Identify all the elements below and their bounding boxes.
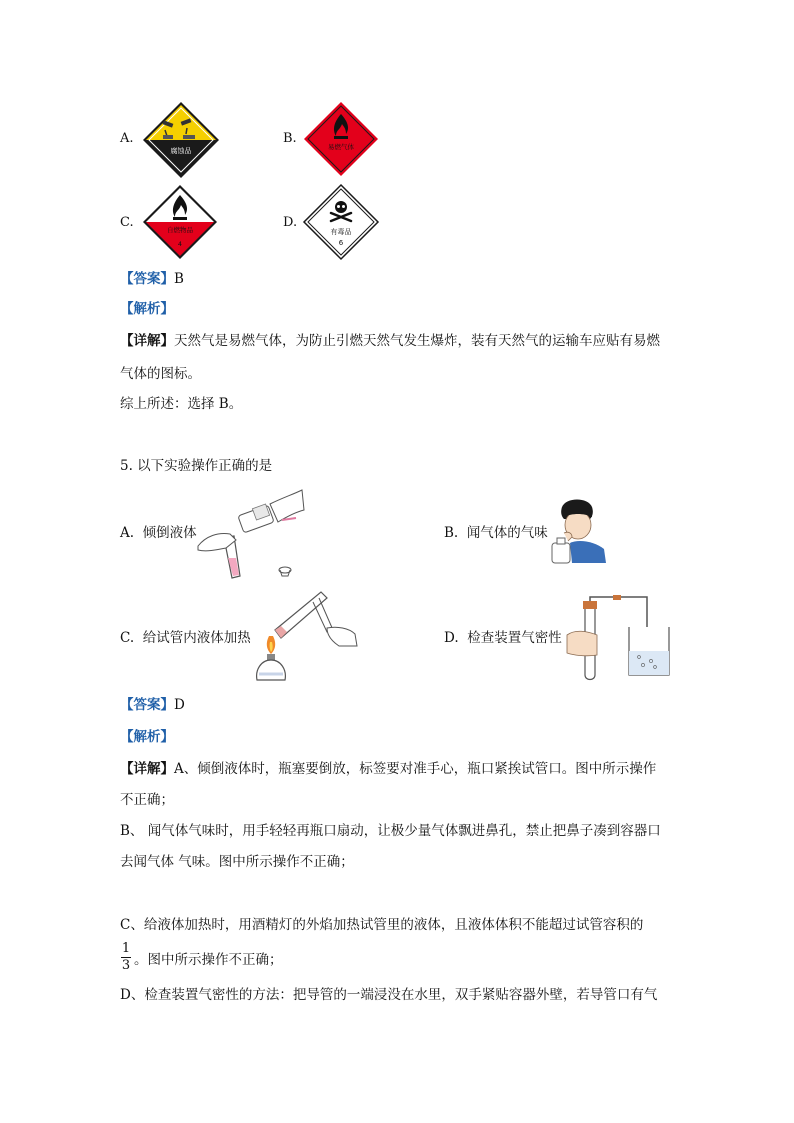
smelling-gas-illustration [548,497,608,565]
q4-summary: 综上所述：选择 B。 [120,396,243,412]
answer-value: D [174,697,185,713]
option-letter-a: A. [120,131,134,146]
q4-detail-line2: 气体的图标。 [120,366,201,382]
q5-option-a: A. 倾倒液体 [120,525,197,541]
svg-text:自燃物品: 自燃物品 [167,226,193,234]
svg-text:腐蚀品: 腐蚀品 [170,147,192,155]
analysis-tag: 【解析】 [120,301,174,317]
fraction-one-third [121,942,131,973]
q5-detail-a1: 【详解】A、倾倒液体时，瓶塞要倒放，标签要对准手心，瓶口紧挨试管口。图中所示操作 [120,761,657,777]
svg-text:4: 4 [177,240,183,248]
q5-option-b: B. 闻气体的气味 [444,525,548,541]
svg-text:有毒品: 有毒品 [330,228,352,236]
answer-value: B [174,271,184,287]
q4-detail-line1: 【详解】天然气是易燃气体，为防止引燃天然气发生爆炸，装有天然气的运输车应贴有易燃 [120,333,660,349]
q4-analysis [120,299,174,319]
analysis-tag: 【解析】 [120,729,174,745]
q5-option-d: D. 检查装置气密性 [444,630,562,646]
svg-text:易燃气体: 易燃气体 [328,143,354,151]
q5-detail-b1: B、 闻气体气味时，用手轻轻再瓶口扇动，让极少量气体飘进鼻孔，禁止把鼻子凑到容器口 [120,823,661,839]
q5-detail-b2: 去闻气体 气味。图中所示操作不正确； [120,854,354,870]
flammable-gas-sign [302,100,380,178]
q5-detail-c2: 。图中所示操作不正确； [134,952,283,968]
corrosive-hazard-sign [141,100,221,180]
answer-tag: 【答案】 [120,271,174,287]
fraction-numerator: 1 [121,941,131,956]
toxic-substance-sign [302,183,380,261]
svg-text:6: 6 [338,239,344,247]
heating-liquid-illustration [255,588,360,683]
pouring-liquid-illustration [196,486,306,581]
answer-tag: 【答案】 [120,697,174,713]
fraction-denominator: 3 [121,958,131,973]
q5-detail-a2: 不正确； [120,792,174,808]
q5-detail-d1: D、检查装置气密性的方法：把导管的一端浸没在水里，双手紧贴容器外壁，若导管口有气 [120,987,658,1003]
spontaneous-combustion-sign [141,183,219,261]
detail-tag: 【详解】 [120,761,174,777]
option-letter-d: D. [283,215,298,230]
q4-answer [120,269,184,289]
q5-option-c: C. 给试管内液体加热 [120,630,251,646]
q5-detail-c1: C、给液体加热时，用酒精灯的外焰加热试管里的液体，且液体体积不能超过试管容积的 [120,917,644,933]
q5-analysis [120,727,174,747]
q5-stem: 5. 以下实验操作正确的是 [120,458,273,474]
option-letter-b: B. [283,131,297,146]
detail-tag: 【详解】 [120,333,174,349]
q5-answer [120,695,185,715]
option-letter-c: C. [120,215,134,230]
airtightness-check-illustration [565,595,675,681]
